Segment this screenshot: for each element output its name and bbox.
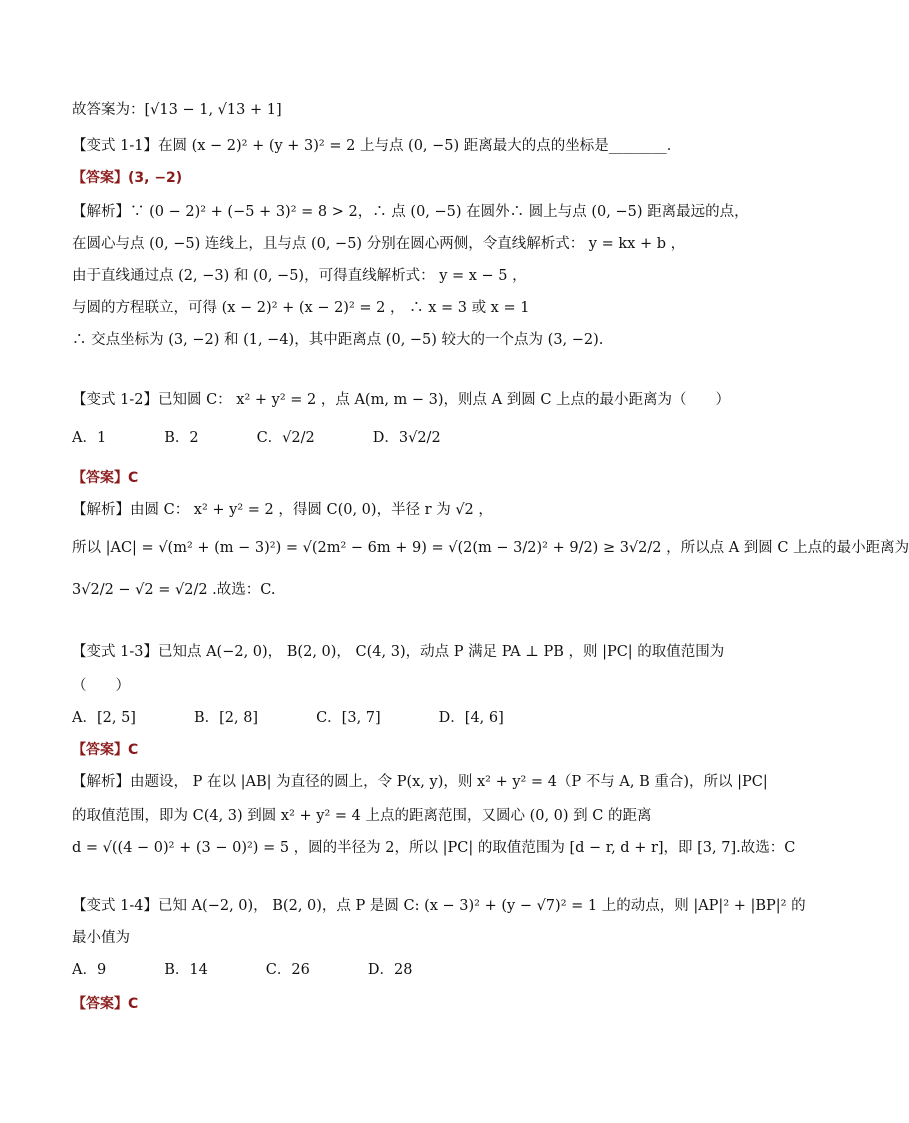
variant-1-3-question: 【变式 1-3】已知点 A(−2, 0)， B(2, 0)， C(4, 3)，动点 P 满足 PA ⊥ PB ，则 |PC| 的取值范围为 [72,644,725,660]
variant-1-1-analysis-3: 由于直线通过点 (2, −3) 和 (0, −5)，可得直线解析式： y = x − 5 ， [72,268,527,284]
variant-1-4-question: 【变式 1-4】已知 A(−2, 0)， B(2, 0)，点 P 是圆 C: (x − 3)² + (y − √7)² = 1 上的动点，则 |AP|² + |BP|² 的 [72,898,806,914]
variant-1-1-analysis-4: 与圆的方程联立，可得 (x − 2)² + (x − 2)² = 2 ， ∴ x = 3 或 x = 1 [72,300,530,316]
variant-1-3-options: A．[2, 5] B．[2, 8] C．[3, 7] D．[4, 6] [72,710,504,726]
variant-1-2-options: A．1 B．2 C．√2/2 D．3√2/2 [72,430,441,446]
variant-1-2-analysis-3: 3√2/2 − √2 = √2/2 .故选：C. [72,582,276,598]
variant-1-2-analysis-2: 所以 |AC| = √(m² + (m − 3)²) = √(2m² − 6m + 9) = √(2(m − 3/2)² + 9/2) ≥ 3√2/2 ，所以点 A 到圆 C 上点的最小距离为 [72,540,909,556]
variant-1-4-question-cont: 最小值为 [72,930,130,946]
variant-1-3-analysis-1: 【解析】由题设， P 在以 |AB| 为直径的圆上，令 P(x, y)，则 x² + y² = 4（P 不与 A, B 重合)，所以 |PC| [72,774,768,790]
variant-1-3-analysis-2: 的取值范围，即为 C(4, 3) 到圆 x² + y² = 4 上点的距离范围，又圆心 (0, 0) 到 C 的距离 [72,808,652,824]
variant-1-1-analysis-1: 【解析】∵ (0 − 2)² + (−5 + 3)² = 8 > 2，∴ 点 (0, −5) 在圆外∴ 圆上与点 (0, −5) 距离最远的点， [72,204,749,220]
variant-1-3-bracket: （ ） [72,678,130,694]
variant-1-1-analysis-2: 在圆心与点 (0, −5) 连线上，且与点 (0, −5) 分别在圆心两侧，令直线解析式： y = kx + b ， [72,236,686,252]
answer-line: 故答案为：[√13 − 1, √13 + 1] [72,102,282,118]
variant-1-4-answer: 【答案】C [72,996,139,1012]
variant-1-2-question: 【变式 1-2】已知圆 C： x² + y² = 2 ，点 A(m, m − 3)，则点 A 到圆 C 上点的最小距离为（ ） [72,392,731,408]
variant-1-2-answer: 【答案】C [72,470,139,486]
variant-1-3-analysis-3: d = √((4 − 0)² + (3 − 0)²) = 5 ，圆的半径为 2，所以 |PC| 的取值范围为 [d − r, d + r]，即 [3, 7].故选：C [72,840,796,856]
variant-1-2-analysis-1: 【解析】由圆 C： x² + y² = 2 ，得圆 C(0, 0)，半径 r 为 √2 ， [72,502,493,518]
variant-1-1-answer: 【答案】(3, −2) [72,170,183,186]
variant-1-4-options: A．9 B．14 C．26 D．28 [72,962,413,978]
variant-1-1-analysis-5: ∴ 交点坐标为 (3, −2) 和 (1, −4)，其中距离点 (0, −5) 较大的一个点为 (3, −2). [72,332,604,348]
variant-1-3-answer: 【答案】C [72,742,139,758]
variant-1-1-question: 【变式 1-1】在圆 (x − 2)² + (y + 3)² = 2 上与点 (0, −5) 距离最大的点的坐标是________． [72,138,682,154]
